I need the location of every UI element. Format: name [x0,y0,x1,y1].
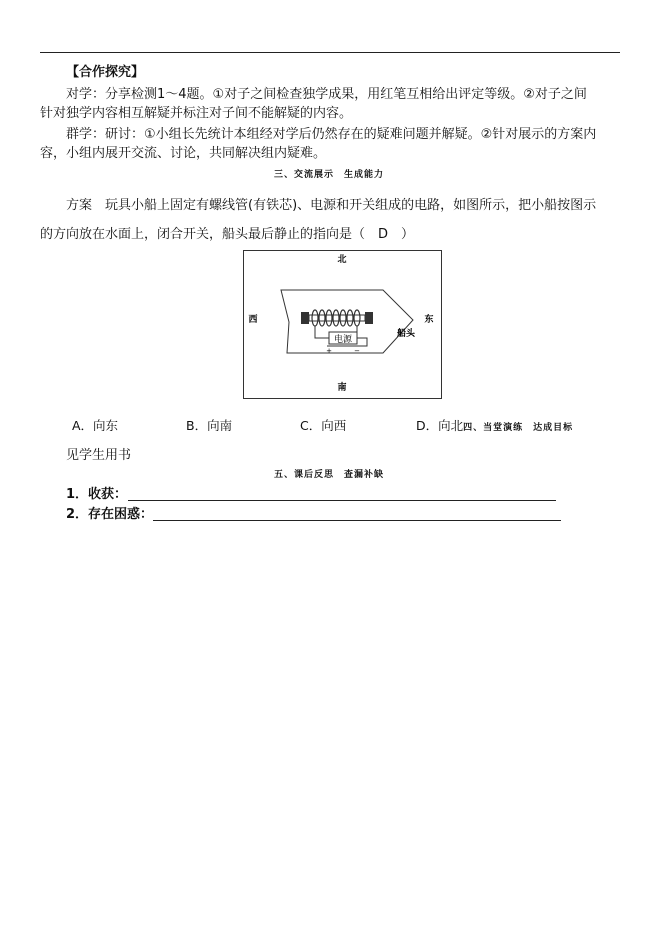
plan-line-2: 的方向放在水面上，闭合开关，船头最后静止的指向是（ D ） [40,227,415,242]
reflection-gain-underline [128,500,556,501]
option-c: C．向西 [300,418,347,433]
coop-heading: 【合作探究】 [66,65,145,80]
pair-study-line-2: 针对独学内容相互解疑并标注对子间不能解疑的内容。 [40,106,353,121]
section-3-title: 三、交流展示 生成能力 [273,170,384,180]
group-study-line-2: 容，小组内展开交流、讨论，共同解决组内疑难。 [40,146,327,161]
reflection-doubt-label: 2．存在困惑： [66,507,154,522]
reflection-doubt-underline [153,520,561,521]
option-d [416,416,573,434]
group-study-line-1: 群学：研讨：①小组长先统计本组经对学后仍然存在的疑难问题并解疑。②针对展示的方案内 [66,127,597,142]
label-south: 南 [337,383,347,393]
iron-core-left [301,312,309,324]
plus-terminal: + [326,347,332,355]
label-bow: 船头 [396,329,416,339]
pair-study-line-1: 对学：分享检测1～4题。①对子之间检查独学成果，用红笔互相给出评定等级。②对子之间 [66,87,587,102]
boat-diagram [243,250,442,400]
label-west: 西 [248,315,258,325]
option-d-text: D．向北 [416,418,464,433]
power-label: 电源 [333,335,353,345]
top-rule [40,52,620,53]
minus-terminal: − [354,347,360,355]
option-b: B．向南 [186,418,233,433]
diagram-frame [244,251,442,399]
reflection-gain-label: 1．收获： [66,487,128,502]
plan-line-1: 方案 玩具小船上固定有螺线管(有铁芯)、电源和开关组成的电路，如图所示，把小船按图示 [66,198,597,213]
section-5-title: 五、课后反思 查漏补缺 [273,470,384,480]
label-east: 东 [424,315,434,325]
option-a: A．向东 [72,418,119,433]
section-4-title: 四、当堂演练 达成目标 [463,423,574,433]
iron-core-right [365,312,373,324]
see-student-book: 见学生用书 [66,448,132,463]
label-north: 北 [337,255,347,265]
